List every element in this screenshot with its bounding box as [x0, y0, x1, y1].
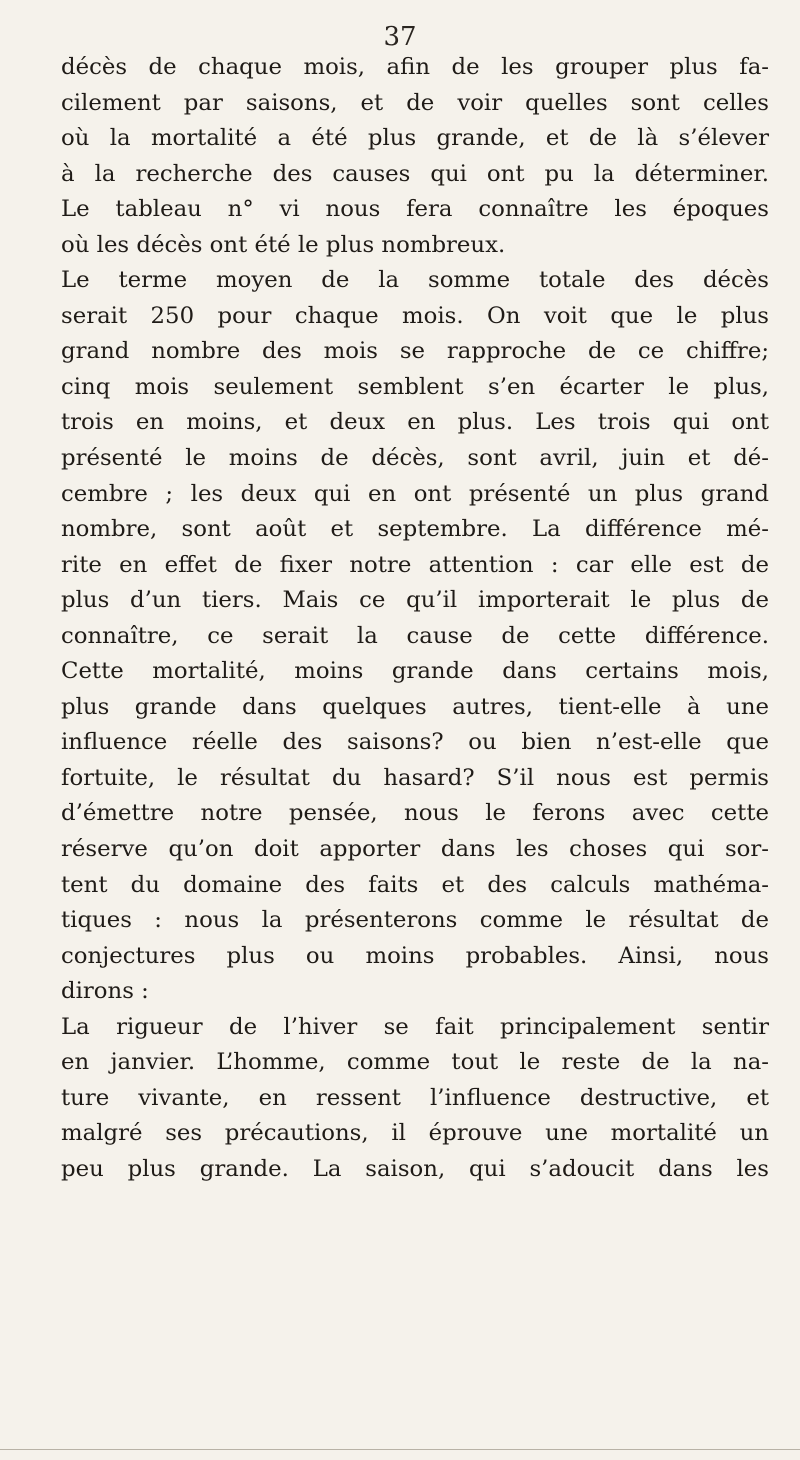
text-line: conjectures plus ou moins probables. Ainsi, nous	[61, 942, 769, 969]
text-line: influence réelle des saisons? ou bien n’est-elle que	[61, 729, 769, 756]
text-line: cembre ; les deux qui en ont présenté un plus grand	[61, 480, 769, 507]
text-line: présenté le moins de décès, sont avril, juin et dé-	[61, 445, 769, 472]
text-line: fortuite, le résultat du hasard? S’il nous est permis	[61, 764, 769, 791]
text-line: peu plus grande. La saison, qui s’adoucit dans les	[61, 1155, 769, 1182]
text-line: Le terme moyen de la somme totale des décès	[61, 267, 769, 294]
text-line: plus d’un tiers. Mais ce qu’il importerait le plus de	[61, 587, 769, 614]
text-line: nombre, sont août et septembre. La différence mé-	[61, 516, 769, 543]
text-line: réserve qu’on doit apporter dans les choses qui sor-	[61, 836, 769, 863]
text-line: plus grande dans quelques autres, tient-elle à une	[61, 693, 769, 720]
text-line: où la mortalité a été plus grande, et de là s’élever	[61, 125, 769, 152]
text-line: ture vivante, en ressent l’influence destructive, et	[61, 1084, 769, 1111]
text-line: trois en moins, et deux en plus. Les trois qui ont	[61, 409, 769, 436]
text-line: où les décès ont été le plus nombreux.	[61, 231, 506, 258]
page-number: 37	[383, 22, 417, 52]
text-line: Cette mortalité, moins grande dans certains mois,	[61, 658, 769, 685]
text-line: tiques : nous la présenterons comme le résultat de	[61, 907, 769, 934]
text-line: décès de chaque mois, afin de les grouper plus fa-	[61, 54, 769, 80]
text-line: dirons :	[61, 978, 149, 1005]
page-edge-divider	[0, 1449, 800, 1450]
text-line: Le tableau n° vi nous fera connaître les époques	[61, 196, 769, 223]
text-line: tent du domaine des faits et des calculs mathéma-	[61, 871, 769, 898]
text-line: grand nombre des mois se rapproche de ce chiffre;	[61, 338, 769, 365]
text-line: cilement par saisons, et de voir quelles sont celles	[61, 89, 769, 116]
text-line: serait 250 pour chaque mois. On voit que le plus	[61, 302, 769, 329]
text-line: connaître, ce serait la cause de cette différence.	[61, 622, 769, 649]
text-line: d’émettre notre pensée, nous le ferons avec cette	[61, 800, 769, 827]
text-line: rite en effet de fixer notre attention : car elle est de	[61, 551, 769, 578]
text-line: en janvier. L’homme, comme tout le reste de la na-	[61, 1049, 769, 1076]
text-line: malgré ses précautions, il éprouve une mortalité un	[61, 1120, 769, 1147]
text-line: cinq mois seulement semblent s’en écarter le plus,	[61, 373, 769, 400]
body-text	[61, 50, 769, 1188]
text-line: La rigueur de l’hiver se fait principalement sentir	[61, 1013, 769, 1040]
text-line: à la recherche des causes qui ont pu la déterminer.	[61, 160, 769, 187]
